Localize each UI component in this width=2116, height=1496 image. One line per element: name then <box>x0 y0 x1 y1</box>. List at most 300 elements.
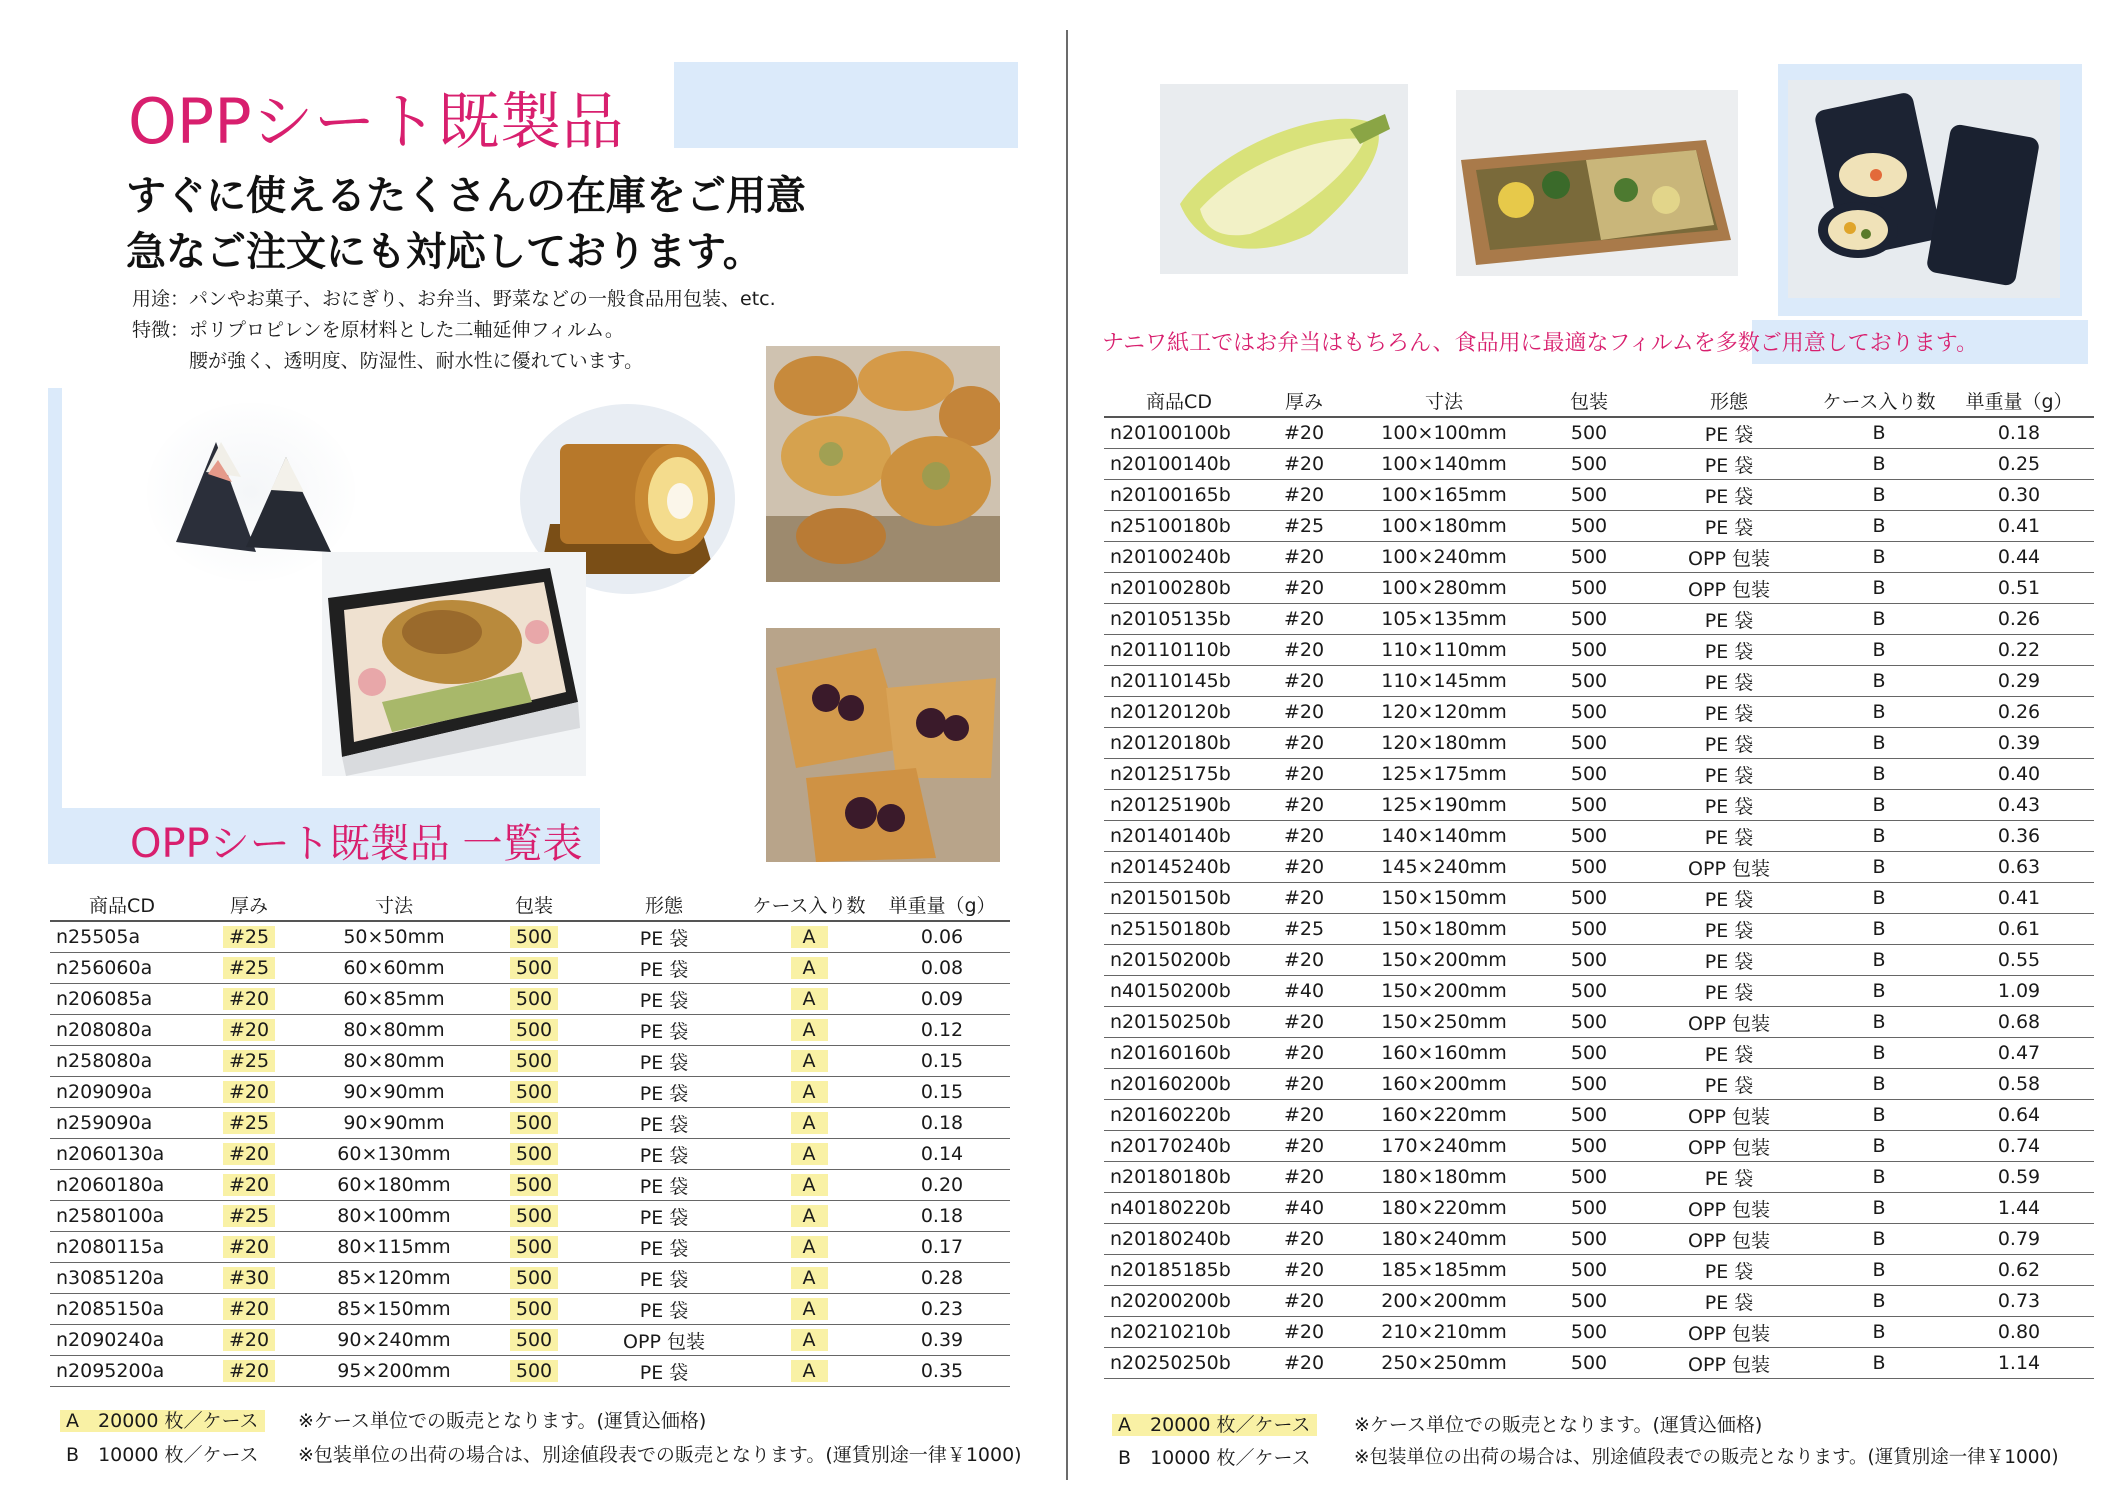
unit-weight-cell <box>1944 635 2094 666</box>
case-type: B <box>1872 1011 1886 1033</box>
pack-count-cell <box>1534 1317 1644 1348</box>
lead-line-2: 急なご注文にも対応しております。 <box>126 229 763 275</box>
table-row <box>1104 480 2094 511</box>
pack-count-cell <box>1534 511 1644 542</box>
thickness: #20 <box>1283 577 1325 599</box>
feature-text: 特徴：ポリプロピレンを原材料とした二軸延伸フィルム。 <box>132 319 624 341</box>
size-cell <box>1354 542 1534 573</box>
form-cell <box>584 1015 744 1046</box>
product-code-cell <box>1104 604 1254 635</box>
case-type: B <box>1872 1042 1886 1064</box>
case-type: B <box>1872 577 1886 599</box>
pack-count: 500 <box>1570 1011 1608 1033</box>
thickness: #40 <box>1283 980 1325 1002</box>
unit-weight-cell <box>1944 417 2094 449</box>
case-type: B <box>1872 546 1886 568</box>
unit-weight-cell <box>1944 1224 2094 1255</box>
product-code-cell <box>1104 635 1254 666</box>
size: 100×280mm <box>1381 577 1507 599</box>
case-type-cell <box>744 1294 874 1325</box>
size: 180×240mm <box>1381 1228 1507 1250</box>
thickness-cell <box>1254 1286 1354 1317</box>
product-code: n209090a <box>56 1081 153 1103</box>
thickness-cell <box>1254 1193 1354 1224</box>
thickness-cell <box>1254 1255 1354 1286</box>
size: 85×120mm <box>337 1267 451 1289</box>
pack-count-cell <box>484 984 584 1015</box>
unit-weight: 0.58 <box>1997 1073 2041 1095</box>
size-cell <box>1354 821 1534 852</box>
pack-count: 500 <box>510 926 558 948</box>
unit-weight: 0.18 <box>920 1205 964 1227</box>
form: PE 袋 <box>639 1082 689 1105</box>
case-type: B <box>1872 1321 1886 1343</box>
form: PE 袋 <box>639 1361 689 1384</box>
thickness-cell <box>1254 945 1354 976</box>
pack-count: 500 <box>1570 546 1608 568</box>
product-code: n25505a <box>56 926 141 948</box>
pack-count-cell <box>1534 697 1644 728</box>
case-type-cell <box>1814 1224 1944 1255</box>
case-type-cell <box>1814 1100 1944 1131</box>
product-code-cell <box>1104 666 1254 697</box>
right-page <box>1062 0 2116 1496</box>
form: OPP 包装 <box>1688 857 1770 880</box>
product-code-cell <box>50 1232 194 1263</box>
thickness: #20 <box>223 1236 275 1258</box>
pack-count: 500 <box>1570 608 1608 630</box>
form-cell <box>1644 883 1814 914</box>
case-type-cell <box>744 984 874 1015</box>
form-cell <box>584 1046 744 1077</box>
pack-count: 500 <box>1570 670 1608 692</box>
size: 150×250mm <box>1381 1011 1507 1033</box>
case-type: B <box>1872 608 1886 630</box>
product-code-cell <box>1104 1162 1254 1193</box>
lead-line-1: すぐに使えるたくさんの在庫をご用意 <box>126 173 806 219</box>
form: PE 袋 <box>1704 423 1754 446</box>
right-product-table <box>1104 384 2094 1379</box>
table-header-row <box>1104 384 2094 417</box>
table-row <box>1104 697 2094 728</box>
case-type-cell <box>744 1232 874 1263</box>
pack-count-cell <box>1534 976 1644 1007</box>
case-type: A <box>791 1205 828 1227</box>
product-code-cell <box>50 953 194 984</box>
product-code: n258080a <box>56 1050 153 1072</box>
form-cell <box>1644 449 1814 480</box>
unit-weight: 0.23 <box>920 1298 964 1320</box>
case-type: B <box>1872 453 1886 475</box>
thickness-cell <box>1254 604 1354 635</box>
unit-weight: 0.36 <box>1997 825 2041 847</box>
form: PE 袋 <box>1704 888 1754 911</box>
unit-weight: 0.08 <box>920 957 964 979</box>
thickness: #20 <box>1283 1042 1325 1064</box>
size: 250×250mm <box>1381 1352 1507 1374</box>
case-type: B <box>1872 794 1886 816</box>
table-row <box>1104 976 2094 1007</box>
form-cell <box>1644 1038 1814 1069</box>
form-cell <box>1644 945 1814 976</box>
form: PE 袋 <box>1704 826 1754 849</box>
thickness-cell <box>1254 1038 1354 1069</box>
size-cell <box>1354 697 1534 728</box>
thickness: #20 <box>1283 949 1325 971</box>
unit-weight: 0.09 <box>920 988 964 1010</box>
product-code: n20160200b <box>1110 1073 1231 1095</box>
unit-weight-cell <box>874 1232 1010 1263</box>
form-cell <box>584 1294 744 1325</box>
pack-count-cell <box>484 1263 584 1294</box>
form-cell <box>1644 417 1814 449</box>
pack-count: 500 <box>1570 1135 1608 1157</box>
unit-weight-cell <box>1944 883 2094 914</box>
unit-weight-cell <box>1944 1317 2094 1348</box>
unit-weight-cell <box>1944 449 2094 480</box>
sushi-roll-photo <box>1788 80 2060 298</box>
pack-count: 500 <box>1570 1290 1608 1312</box>
thickness-cell <box>194 1201 304 1232</box>
pack-count-cell <box>1534 542 1644 573</box>
thickness: #20 <box>1283 453 1325 475</box>
unit-weight-cell <box>1944 1069 2094 1100</box>
form: PE 袋 <box>1704 733 1754 756</box>
table-row <box>1104 542 2094 573</box>
case-type-cell <box>1814 1162 1944 1193</box>
size: 60×130mm <box>337 1143 451 1165</box>
product-code: n20185185b <box>1110 1259 1231 1281</box>
form: PE 袋 <box>1704 919 1754 942</box>
pack-count-cell <box>1534 635 1644 666</box>
unit-weight: 0.44 <box>1997 546 2041 568</box>
unit-weight-cell <box>1944 1131 2094 1162</box>
size-cell <box>1354 914 1534 945</box>
case-type-cell <box>1814 852 1944 883</box>
pack-count: 500 <box>1570 453 1608 475</box>
case-type-cell <box>1814 759 1944 790</box>
bread-photo <box>766 346 1000 582</box>
size: 90×90mm <box>343 1081 445 1103</box>
unit-weight-cell <box>874 984 1010 1015</box>
case-type: B <box>1872 1352 1886 1374</box>
product-code-cell <box>1104 1131 1254 1162</box>
pack-count: 500 <box>510 1019 558 1041</box>
unit-weight: 0.41 <box>1997 887 2041 909</box>
pack-count-cell <box>1534 1007 1644 1038</box>
col-pack: 包装 <box>1534 384 1644 417</box>
size-cell <box>304 1108 484 1139</box>
unit-weight-cell <box>1944 666 2094 697</box>
form-cell <box>584 1232 744 1263</box>
case-type-cell <box>744 1077 874 1108</box>
product-code-cell <box>1104 759 1254 790</box>
size-cell <box>1354 728 1534 759</box>
size-cell <box>1354 573 1534 604</box>
feature-text-2: 腰が強く、透明度、防湿性、耐水性に優れています。 <box>132 350 644 372</box>
unit-weight: 0.39 <box>920 1329 964 1351</box>
table-row <box>50 921 1010 953</box>
case-type: B <box>1872 1228 1886 1250</box>
size-cell <box>1354 480 1534 511</box>
thickness-cell <box>194 1108 304 1139</box>
unit-weight: 0.68 <box>1997 1011 2041 1033</box>
form-cell <box>1644 1069 1814 1100</box>
unit-weight-cell <box>1944 1007 2094 1038</box>
form-cell <box>584 984 744 1015</box>
legend-key: A <box>66 1410 79 1432</box>
thickness-cell <box>1254 1162 1354 1193</box>
thickness: #20 <box>1283 484 1325 506</box>
case-type-cell <box>1814 417 1944 449</box>
pack-count: 500 <box>510 1236 558 1258</box>
pack-count-cell <box>1534 1069 1644 1100</box>
thickness: #20 <box>1283 856 1325 878</box>
case-type-cell <box>1814 945 1944 976</box>
table-row <box>50 1232 1010 1263</box>
pack-count: 500 <box>510 1298 558 1320</box>
product-code-cell <box>50 1046 194 1077</box>
pack-count-cell <box>1534 790 1644 821</box>
table-row <box>50 1263 1010 1294</box>
pack-count: 500 <box>1570 1321 1608 1343</box>
product-code-cell <box>1104 1255 1254 1286</box>
pack-count: 500 <box>1570 1166 1608 1188</box>
size-cell <box>1354 883 1534 914</box>
form-cell <box>584 1139 744 1170</box>
case-type-cell <box>1814 1193 1944 1224</box>
unit-weight: 0.79 <box>1997 1228 2041 1250</box>
size: 110×145mm <box>1381 670 1507 692</box>
pack-count: 500 <box>1570 794 1608 816</box>
size-cell <box>1354 511 1534 542</box>
thickness-cell <box>1254 883 1354 914</box>
product-code: n20125190b <box>1110 794 1231 816</box>
form: OPP 包装 <box>623 1330 705 1353</box>
product-code: n20105135b <box>1110 608 1231 630</box>
form-cell <box>1644 728 1814 759</box>
pack-count-cell <box>484 921 584 953</box>
size: 50×50mm <box>343 926 445 948</box>
form: PE 袋 <box>1704 1074 1754 1097</box>
product-code-cell <box>1104 1286 1254 1317</box>
pack-count-cell <box>1534 759 1644 790</box>
unit-weight: 0.80 <box>1997 1321 2041 1343</box>
product-code: n2095200a <box>56 1360 165 1382</box>
unit-weight-cell <box>874 921 1010 953</box>
case-type: B <box>1872 980 1886 1002</box>
case-type: B <box>1872 1166 1886 1188</box>
thickness-cell <box>1254 1131 1354 1162</box>
form: PE 袋 <box>1704 1260 1754 1283</box>
form: OPP 包装 <box>1688 1322 1770 1345</box>
product-code-cell <box>50 1139 194 1170</box>
pack-count: 500 <box>1570 856 1608 878</box>
product-code-cell <box>50 1015 194 1046</box>
size: 100×165mm <box>1381 484 1507 506</box>
form-cell <box>1644 542 1814 573</box>
case-type: B <box>1872 887 1886 909</box>
case-type: B <box>1872 1135 1886 1157</box>
thickness-cell <box>194 1294 304 1325</box>
size-cell <box>304 1077 484 1108</box>
product-code: n20150200b <box>1110 949 1231 971</box>
unit-weight: 0.18 <box>1997 422 2041 444</box>
thickness: #20 <box>1283 546 1325 568</box>
case-type-cell <box>1814 883 1944 914</box>
product-code-cell <box>50 921 194 953</box>
table-row <box>1104 728 2094 759</box>
size-cell <box>1354 449 1534 480</box>
legend-qty: 20000 枚／ケース <box>98 1410 259 1432</box>
pack-count-cell <box>484 1294 584 1325</box>
unit-weight-cell <box>1944 1286 2094 1317</box>
table-row <box>1104 1255 2094 1286</box>
unit-weight-cell <box>1944 511 2094 542</box>
pack-count: 500 <box>510 1267 558 1289</box>
size: 90×90mm <box>343 1112 445 1134</box>
table-title: OPPシート既製品 一覧表 <box>130 821 583 867</box>
size: 110×110mm <box>1381 639 1507 661</box>
size: 150×200mm <box>1381 980 1507 1002</box>
case-type-cell <box>744 1046 874 1077</box>
pack-count-cell <box>1534 852 1644 883</box>
case-type: B <box>1872 825 1886 847</box>
pack-count: 500 <box>1570 577 1608 599</box>
case-type: B <box>1872 918 1886 940</box>
product-code: n2080115a <box>56 1236 165 1258</box>
product-code: n20100240b <box>1110 546 1231 568</box>
thickness: #20 <box>1283 1073 1325 1095</box>
unit-weight-cell <box>1944 976 2094 1007</box>
size: 60×85mm <box>343 988 445 1010</box>
unit-weight-cell <box>1944 1038 2094 1069</box>
thickness-cell <box>194 1077 304 1108</box>
thickness-cell <box>1254 1069 1354 1100</box>
unit-weight: 0.59 <box>1997 1166 2041 1188</box>
pack-count: 500 <box>1570 763 1608 785</box>
pack-count-cell <box>1534 480 1644 511</box>
legend-qty: 10000 枚／ケース <box>98 1444 259 1466</box>
unit-weight-cell <box>1944 1193 2094 1224</box>
pack-count: 500 <box>1570 949 1608 971</box>
unit-weight-cell <box>1944 480 2094 511</box>
form-cell <box>584 953 744 984</box>
form-cell <box>584 1356 744 1387</box>
form-cell <box>1644 790 1814 821</box>
product-code-cell <box>1104 945 1254 976</box>
table-row <box>50 1046 1010 1077</box>
size: 150×180mm <box>1381 918 1507 940</box>
thickness-cell <box>1254 1224 1354 1255</box>
pack-count-cell <box>1534 604 1644 635</box>
unit-weight: 0.62 <box>1997 1259 2041 1281</box>
thickness-cell <box>194 953 304 984</box>
thickness: #20 <box>1283 1352 1325 1374</box>
unit-weight-cell <box>874 1201 1010 1232</box>
form: PE 袋 <box>639 1206 689 1229</box>
product-code: n25100180b <box>1110 515 1231 537</box>
size: 185×185mm <box>1381 1259 1507 1281</box>
pack-count: 500 <box>1570 484 1608 506</box>
case-type-cell <box>744 1170 874 1201</box>
case-type: A <box>791 1081 828 1103</box>
unit-weight-cell <box>874 1108 1010 1139</box>
pack-count: 500 <box>1570 1073 1608 1095</box>
pack-count-cell <box>484 1139 584 1170</box>
pack-count-cell <box>484 953 584 984</box>
col-code: 商品CD <box>1104 384 1254 417</box>
unit-weight: 0.06 <box>920 926 964 948</box>
form-cell <box>584 1077 744 1108</box>
product-code: n20120180b <box>1110 732 1231 754</box>
case-type: B <box>1872 1259 1886 1281</box>
case-type-cell <box>1814 511 1944 542</box>
unit-weight: 0.61 <box>1997 918 2041 940</box>
product-code-cell <box>1104 542 1254 573</box>
product-code-cell <box>1104 852 1254 883</box>
table-header-row <box>50 888 1010 921</box>
thickness-cell <box>1254 821 1354 852</box>
form-cell <box>1644 1131 1814 1162</box>
size: 200×200mm <box>1381 1290 1507 1312</box>
product-code-cell <box>50 1325 194 1356</box>
product-code: n40150200b <box>1110 980 1231 1002</box>
size-cell <box>1354 1317 1534 1348</box>
product-code-cell <box>1104 417 1254 449</box>
form-cell <box>584 921 744 953</box>
pack-count: 500 <box>1570 1042 1608 1064</box>
unit-weight-cell <box>874 1170 1010 1201</box>
thickness: #20 <box>223 1019 275 1041</box>
size: 100×100mm <box>1381 422 1507 444</box>
thickness: #20 <box>1283 825 1325 847</box>
case-type-cell <box>1814 573 1944 604</box>
table-row <box>1104 635 2094 666</box>
case-type: B <box>1872 763 1886 785</box>
table-row <box>1104 604 2094 635</box>
thickness: #25 <box>1283 918 1325 940</box>
thickness: #20 <box>1283 639 1325 661</box>
unit-weight-cell <box>1944 790 2094 821</box>
form-cell <box>1644 1100 1814 1131</box>
form-cell <box>1644 604 1814 635</box>
unit-weight-cell <box>874 1325 1010 1356</box>
form-cell <box>584 1263 744 1294</box>
product-code: n20180240b <box>1110 1228 1231 1250</box>
legend-note-b: ※包装単位の出荷の場合は、別途値段表での販売となります。(運賃別途一律￥1000) <box>298 1444 1022 1466</box>
form-cell <box>1644 573 1814 604</box>
size-cell <box>1354 1038 1534 1069</box>
unit-weight: 0.35 <box>920 1360 964 1382</box>
unit-weight-cell <box>1944 759 2094 790</box>
form: PE 袋 <box>1704 516 1754 539</box>
product-code-cell <box>50 1294 194 1325</box>
size-cell <box>304 984 484 1015</box>
unit-weight-cell <box>1944 604 2094 635</box>
col-case: ケース入り数 <box>744 888 874 921</box>
case-type: B <box>1872 1290 1886 1312</box>
size-cell <box>1354 1131 1534 1162</box>
size-cell <box>1354 1286 1534 1317</box>
product-code-cell <box>50 1170 194 1201</box>
case-type-cell <box>1814 1348 1944 1379</box>
thickness: #20 <box>1283 763 1325 785</box>
product-code: n20210210b <box>1110 1321 1231 1343</box>
product-code: n2085150a <box>56 1298 165 1320</box>
unit-weight: 0.14 <box>920 1143 964 1165</box>
case-type-cell <box>1814 666 1944 697</box>
